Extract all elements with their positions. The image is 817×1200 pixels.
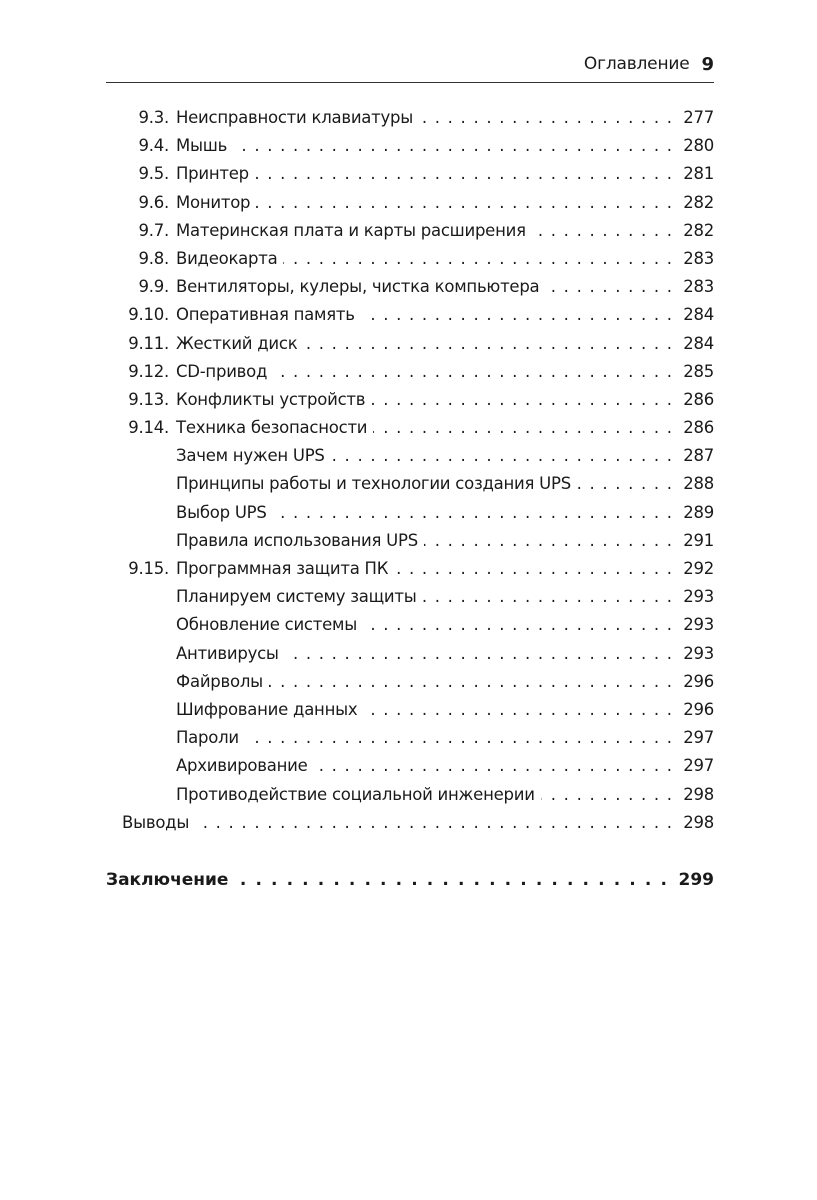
dot-leader — [236, 866, 668, 894]
toc-entry-page: 293 — [683, 643, 714, 663]
toc-entry-number: 9.12. — [128, 361, 169, 381]
toc-entry-page: 297 — [683, 728, 714, 748]
toc-entry-number: 9.8. — [138, 248, 169, 268]
toc-entry-page: 283 — [683, 248, 714, 268]
toc-entry-line — [176, 668, 714, 696]
toc-entry-number: 9.4. — [138, 136, 169, 156]
toc-entry-title: Мышь — [176, 136, 228, 156]
toc-entry-line — [176, 132, 714, 160]
toc-entry-page: 298 — [683, 812, 714, 832]
toc-entry-page: 280 — [683, 136, 714, 156]
toc-entry-page: 277 — [683, 108, 714, 127]
dot-leader — [331, 442, 674, 470]
toc-entry-title: Противодействие социальной инженерии — [176, 784, 535, 804]
toc-entry-page: 286 — [683, 418, 714, 438]
toc-entry-conclusion[interactable] — [106, 866, 714, 894]
toc-entry-line — [176, 330, 714, 358]
dot-leader — [245, 724, 673, 752]
toc-entry-line — [176, 386, 714, 414]
toc-entry-title: CD-привод — [176, 361, 268, 381]
toc-entry-title: Принципы работы и технологии создания UPS — [176, 474, 571, 494]
dot-leader — [256, 189, 673, 217]
toc-entry-page: 292 — [683, 559, 714, 578]
toc-entry-title: Архивирование — [176, 756, 308, 776]
toc-entry[interactable] — [106, 752, 714, 780]
dot-leader — [424, 527, 673, 555]
header-title: Оглавление — [583, 54, 690, 74]
table-of-contents — [106, 104, 714, 837]
dot-leader — [373, 414, 673, 442]
toc-entry[interactable] — [106, 358, 714, 386]
toc-entry[interactable] — [106, 189, 714, 217]
toc-entry-line — [176, 301, 714, 329]
toc-entry[interactable] — [106, 611, 714, 639]
toc-entry[interactable] — [106, 781, 714, 809]
dot-leader — [363, 696, 673, 724]
toc-entry[interactable] — [106, 245, 714, 273]
dot-leader — [269, 668, 673, 696]
toc-entry-number: 9.15. — [128, 559, 169, 578]
toc-entry-page: 284 — [683, 305, 714, 325]
toc-entry[interactable] — [106, 499, 714, 527]
toc-entry-page: 283 — [683, 277, 714, 297]
toc-entry-page: 288 — [683, 474, 714, 494]
toc-entry[interactable] — [106, 104, 714, 132]
toc-entry-page: 299 — [678, 870, 714, 890]
toc-entry[interactable] — [106, 527, 714, 555]
toc-entry-line — [176, 527, 714, 555]
toc-entry-line — [176, 442, 714, 470]
toc-entry-number: 9.3. — [138, 108, 169, 127]
toc-entry-page: 287 — [683, 446, 714, 466]
toc-entry-line — [176, 217, 714, 245]
toc-entry-title: Выбор UPS — [176, 502, 267, 522]
toc-entry-title: Шифрование данных — [176, 699, 358, 719]
toc-entry[interactable] — [106, 583, 714, 611]
toc-entry-page: 293 — [683, 587, 714, 607]
toc-entry-line — [176, 583, 714, 611]
toc-entry-number: 9.13. — [128, 389, 169, 409]
dot-leader — [577, 470, 673, 498]
toc-entry-line — [176, 189, 714, 217]
toc-entry-line — [176, 358, 714, 386]
toc-entry-number: 9.14. — [128, 418, 169, 438]
toc-entry-page: 296 — [683, 699, 714, 719]
toc-entry-line — [176, 245, 714, 273]
toc-entry-line — [176, 752, 714, 780]
toc-entry-page: 282 — [683, 220, 714, 240]
dot-leader — [285, 640, 674, 668]
toc-entry[interactable] — [106, 330, 714, 358]
toc-entry-title: Неисправности клавиатуры — [176, 108, 414, 127]
toc-entry-title: Конфликты устройств — [176, 389, 366, 409]
dot-leader — [532, 217, 673, 245]
dot-leader — [394, 555, 673, 583]
toc-entry-page: 282 — [683, 192, 714, 212]
toc-entry[interactable] — [106, 696, 714, 724]
dot-leader — [273, 358, 673, 386]
toc-entry[interactable] — [106, 273, 714, 301]
dot-leader — [303, 330, 673, 358]
toc-entry-line — [176, 555, 714, 583]
toc-entry-line — [176, 724, 714, 752]
toc-entry-title: Заключение — [106, 870, 229, 890]
header-page-number: 9 — [701, 54, 714, 75]
toc-entry-title: Принтер — [176, 164, 249, 184]
toc-entry-title: Антивирусы — [176, 643, 279, 663]
toc-entry-number: 9.7. — [138, 220, 169, 240]
toc-entry-title: Планируем систему защиты — [176, 587, 417, 607]
dot-leader — [233, 132, 673, 160]
toc-entry[interactable] — [106, 640, 714, 668]
dot-leader — [314, 752, 674, 780]
toc-entry-page: 286 — [683, 389, 714, 409]
toc-entry-page: 297 — [683, 756, 714, 776]
toc-entry-line — [176, 781, 714, 809]
dot-leader — [423, 583, 674, 611]
toc-entry[interactable] — [106, 414, 714, 442]
toc-entry[interactable] — [106, 470, 714, 498]
toc-entry-title: Пароли — [176, 728, 239, 748]
toc-entry-title: Правила использования UPS — [176, 530, 418, 550]
dot-leader — [541, 781, 674, 809]
toc-entry[interactable] — [106, 217, 714, 245]
toc-entry-line — [176, 611, 714, 639]
toc-entry[interactable] — [106, 724, 714, 752]
dot-leader — [363, 611, 673, 639]
toc-entry-page: 293 — [683, 615, 714, 635]
toc-entry-page: 281 — [683, 164, 714, 184]
toc-entry-page: 285 — [683, 361, 714, 381]
toc-entry-title: Материнская плата и карты расширения — [176, 220, 526, 240]
dot-leader — [419, 104, 673, 132]
toc-entry-title: Оперативная память — [176, 305, 355, 325]
toc-entry-line — [122, 809, 714, 837]
toc-entry-title: Техника безопасности — [176, 418, 368, 438]
toc-entry[interactable] — [106, 668, 714, 696]
toc-entry[interactable] — [106, 132, 714, 160]
dot-leader — [273, 499, 674, 527]
toc-entry[interactable] — [106, 301, 714, 329]
toc-entry-page: 289 — [683, 502, 714, 522]
toc-entry-number: 9.5. — [138, 164, 169, 184]
toc-entry-line — [176, 104, 714, 132]
toc-entry-line — [176, 499, 714, 527]
toc-entry-line — [176, 273, 714, 301]
toc-entry-number: 9.9. — [138, 277, 169, 297]
toc-entry-page: 284 — [683, 333, 714, 353]
dot-leader — [195, 809, 673, 837]
toc-entry-title: Выводы — [122, 812, 190, 832]
toc-entry[interactable] — [106, 809, 714, 837]
toc-entry-title: Видеокарта — [176, 248, 278, 268]
toc-entry-title: Вентиляторы, кулеры, чистка компьютера — [176, 277, 540, 297]
dot-leader — [545, 273, 673, 301]
toc-entry-line — [176, 470, 714, 498]
toc-entry-page: 298 — [683, 784, 714, 804]
toc-entry[interactable] — [106, 386, 714, 414]
toc-entry-page: 296 — [683, 671, 714, 691]
running-header — [106, 54, 714, 83]
toc-entry-line — [176, 696, 714, 724]
toc-entry-title: Монитор — [176, 192, 251, 212]
toc-entry-title: Обновление системы — [176, 615, 357, 635]
toc-entry-page: 291 — [683, 530, 714, 550]
dot-leader — [361, 301, 674, 329]
dot-leader — [283, 245, 673, 273]
toc-entry-title: Жесткий диск — [176, 333, 298, 353]
toc-entry[interactable] — [106, 555, 714, 583]
dot-leader — [371, 386, 673, 414]
toc-entry-number: 9.11. — [128, 333, 169, 353]
toc-entry-title: Файрволы — [176, 671, 263, 691]
toc-entry[interactable] — [106, 442, 714, 470]
dot-leader — [255, 160, 673, 188]
toc-entry-line — [176, 160, 714, 188]
toc-entry-number: 9.10. — [128, 305, 169, 325]
toc-entry-number: 9.6. — [138, 192, 169, 212]
toc-entry-line — [176, 414, 714, 442]
toc-entry-title: Программная защита ПК — [176, 559, 389, 578]
toc-entry[interactable] — [106, 160, 714, 188]
toc-entry-line — [176, 640, 714, 668]
toc-entry-title: Зачем нужен UPS — [176, 446, 325, 466]
